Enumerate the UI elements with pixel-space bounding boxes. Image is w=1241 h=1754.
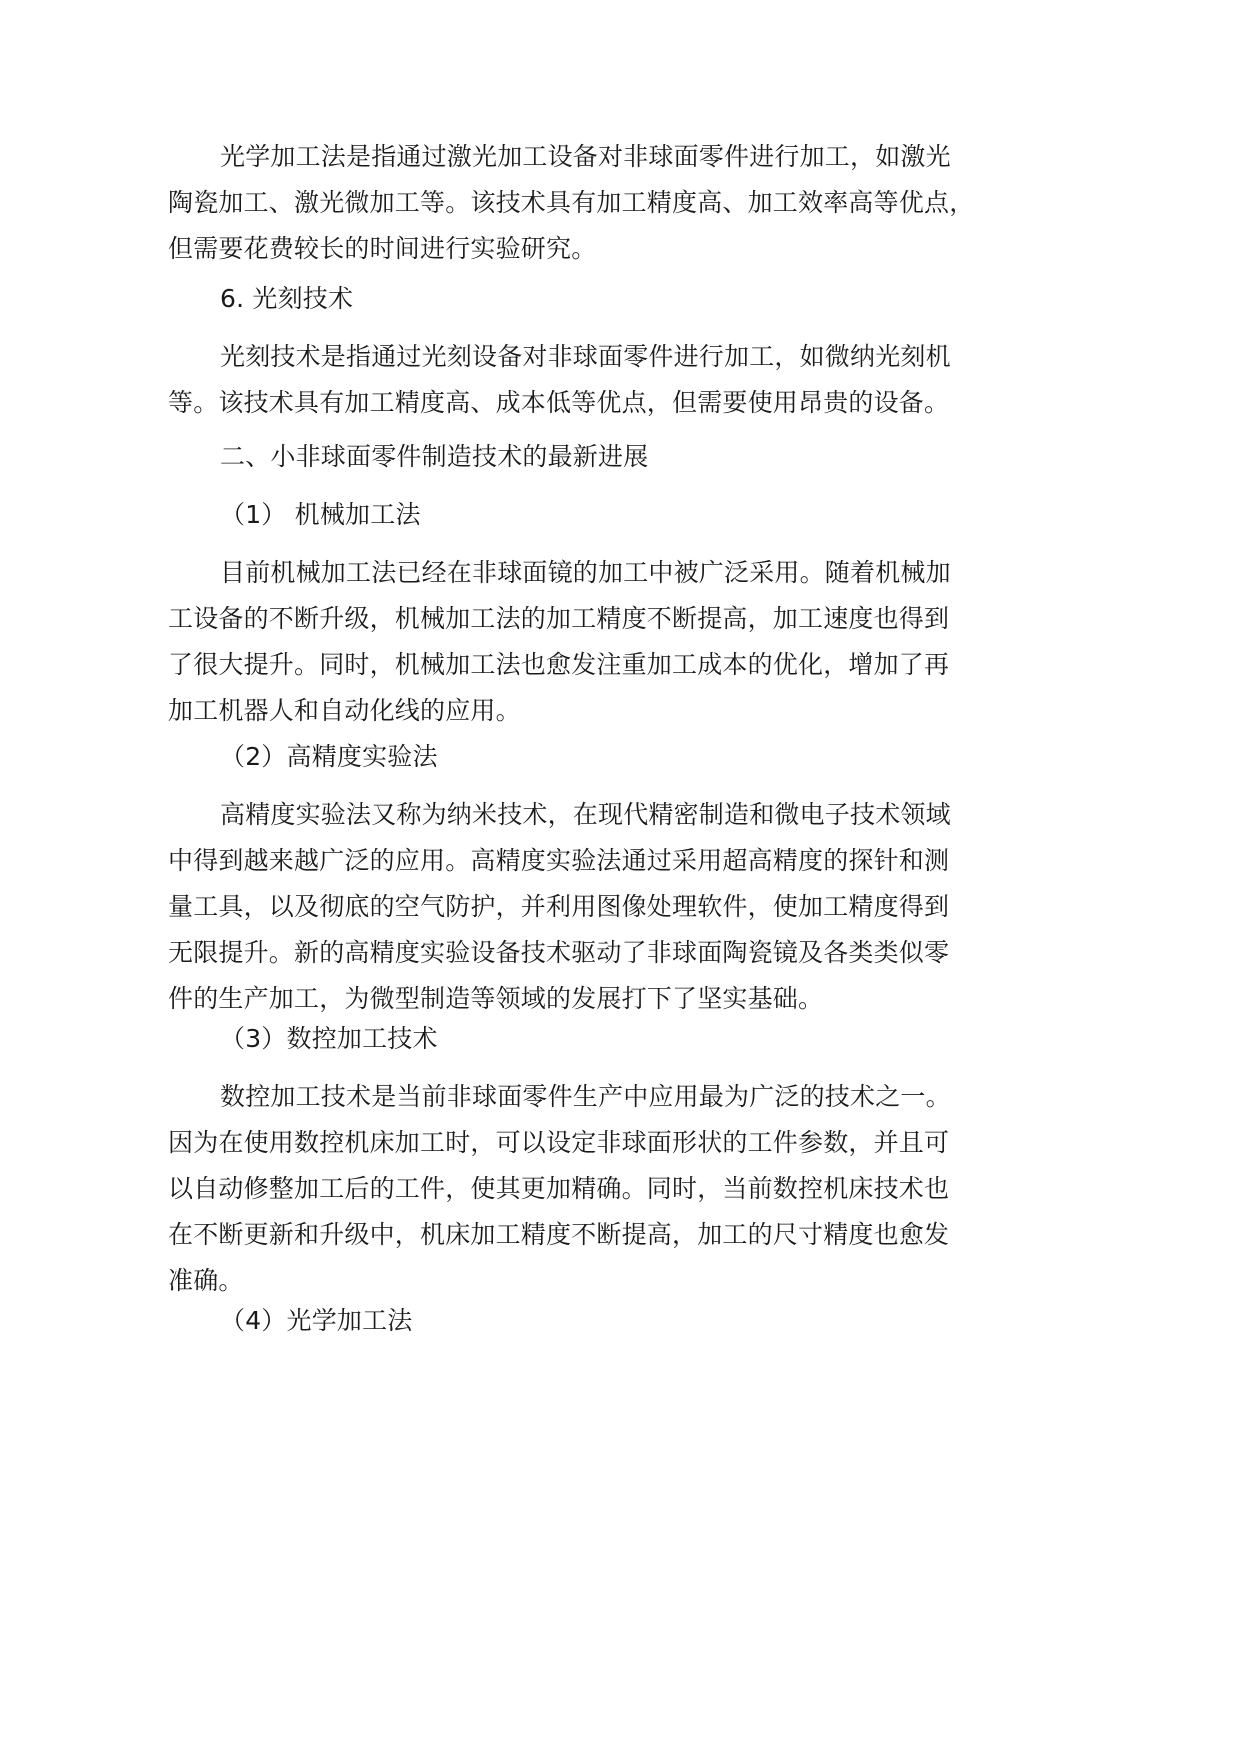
text-line: 高精度实验法又称为纳米技术，在现代精密制造和微电子技术领域 — [220, 800, 951, 829]
heading-text: （4）光学加工法 — [220, 1306, 413, 1335]
text-line: 目前机械加工法已经在非球面镜的加工中被广泛采用。随着机械加 — [220, 558, 951, 587]
text-line: 工设备的不断升级，机械加工法的加工精度不断提高，加工速度也得到 — [168, 604, 950, 633]
text-line: 在不断更新和升级中，机床加工精度不断提高，加工的尺寸精度也愈发 — [168, 1220, 950, 1249]
heading-mechanical-processing — [220, 492, 421, 538]
heading-text: （1） 机械加工法 — [220, 500, 421, 529]
heading-text: 二、小非球面零件制造技术的最新进展 — [220, 442, 649, 471]
text-line: 因为在使用数控机床加工时，可以设定非球面形状的工件参数，并且可 — [168, 1128, 950, 1157]
paragraph-mechanical-processing — [168, 550, 951, 734]
text-line: 陶瓷加工、激光微加工等。该技术具有加工精度高、加工效率高等优点， — [168, 188, 975, 217]
paragraph-optical-processing — [168, 134, 974, 272]
heading-text: （2）高精度实验法 — [220, 742, 438, 771]
text-line: 量工具，以及彻底的空气防护，并利用图像处理软件，使加工精度得到 — [168, 892, 950, 921]
text-line: 但需要花费较长的时间进行实验研究。 — [168, 234, 597, 263]
paragraph-lithography — [168, 334, 951, 426]
text-line: 中得到越来越广泛的应用。高精度实验法通过采用超高精度的探针和测 — [168, 846, 950, 875]
heading-text: （3）数控加工技术 — [220, 1024, 438, 1053]
text-line: 光学加工法是指通过激光加工设备对非球面零件进行加工，如激光 — [220, 142, 951, 171]
text-line: 光刻技术是指通过光刻设备对非球面零件进行加工，如微纳光刻机 — [220, 342, 951, 371]
text-line: 件的生产加工，为微型制造等领域的发展打下了坚实基础。 — [168, 984, 824, 1013]
heading-optical-processing — [220, 1298, 413, 1344]
paragraph-cnc-machining — [168, 1074, 951, 1304]
heading-section-2 — [220, 434, 648, 480]
text-line: 数控加工技术是当前非球面零件生产中应用最为广泛的技术之一。 — [220, 1082, 951, 1111]
heading-lithography — [220, 276, 353, 322]
text-line: 等。该技术具有加工精度高、成本低等优点，但需要使用昂贵的设备。 — [168, 388, 950, 417]
heading-high-precision — [220, 734, 438, 780]
text-line: 准确。 — [168, 1266, 244, 1295]
paragraph-high-precision — [168, 792, 951, 1022]
heading-cnc-machining — [220, 1016, 438, 1062]
text-line: 了很大提升。同时，机械加工法也愈发注重加工成本的优化，增加了再 — [168, 650, 950, 679]
text-line: 以自动修整加工后的工件，使其更加精确。同时，当前数控机床技术也 — [168, 1174, 950, 1203]
heading-text: 6. 光刻技术 — [220, 284, 354, 313]
text-line: 加工机器人和自动化线的应用。 — [168, 696, 521, 725]
text-line: 无限提升。新的高精度实验设备技术驱动了非球面陶瓷镜及各类类似零 — [168, 938, 950, 967]
